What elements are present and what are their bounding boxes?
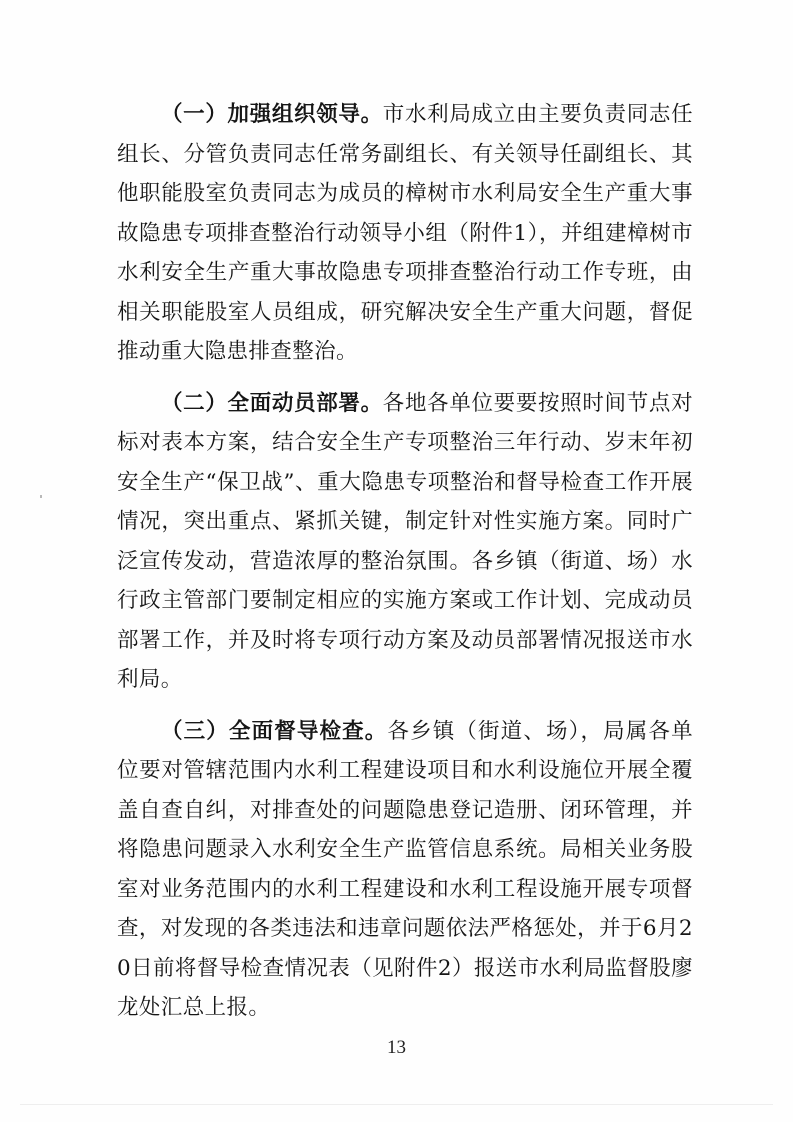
section-body: 各乡镇（街道、场），局属各单位要对管辖范围内水利工程建设项目和水利设施位开展全覆盖自查自纠，对排查处的问题隐患登记造册、闭环管理，并将隐患问题录入水利安全生产监管信息系统。局相关业务股室对业务范围内的水利工程建设和水利工程设施开展专项督查，对发现的各类违法和违章问题依法严格惩处，并于6月20日前将督导检查情况表（见附件2）报送市水利局监督股廖龙处汇总上报。 [117,718,693,1020]
bottom-divider [20,1104,773,1105]
section-heading: （一）加强组织领导。 [161,102,383,127]
section-heading: （三）全面督导检查。 [161,718,388,744]
paragraph-mobilization [117,384,693,700]
section-heading: （二）全面动员部署。 [161,390,383,416]
document-body [117,95,693,1028]
scan-mark [40,495,42,498]
section-body: 各地各单位要要按照时间节点对标对表本方案，结合安全生产专项整治三年行动、岁末年初安全生产“保卫战”、重大隐患专项整治和督导检查工作开展情况，突出重点、紧抓关键，制定针对性实施方案。同时广泛宣传发动，营造浓厚的整治氛围。各乡镇（街道、场）水行政主管部门要制定相应的实施方案或工作计划、完成动员部署工作，并及时将专项行动方案及动员部署情况报送市水利局。 [117,390,693,692]
section-body: 市水利局成立由主要负责同志任组长、分管负责同志任常务副组长、有关领导任副组长、其他职能股室负责同志为成员的樟树市水利局安全生产重大事故隐患专项排查整治行动领导小组（附件1），并组建樟树市水利安全生产重大事故隐患专项排查整治行动工作专班，由相关职能股室人员组成，研究解决安全生产重大问题，督促推动重大隐患排查整治。 [117,102,693,364]
paragraph-supervision [117,712,693,1028]
page-number: 13 [387,1037,406,1058]
paragraph-organization-leadership [117,95,693,372]
